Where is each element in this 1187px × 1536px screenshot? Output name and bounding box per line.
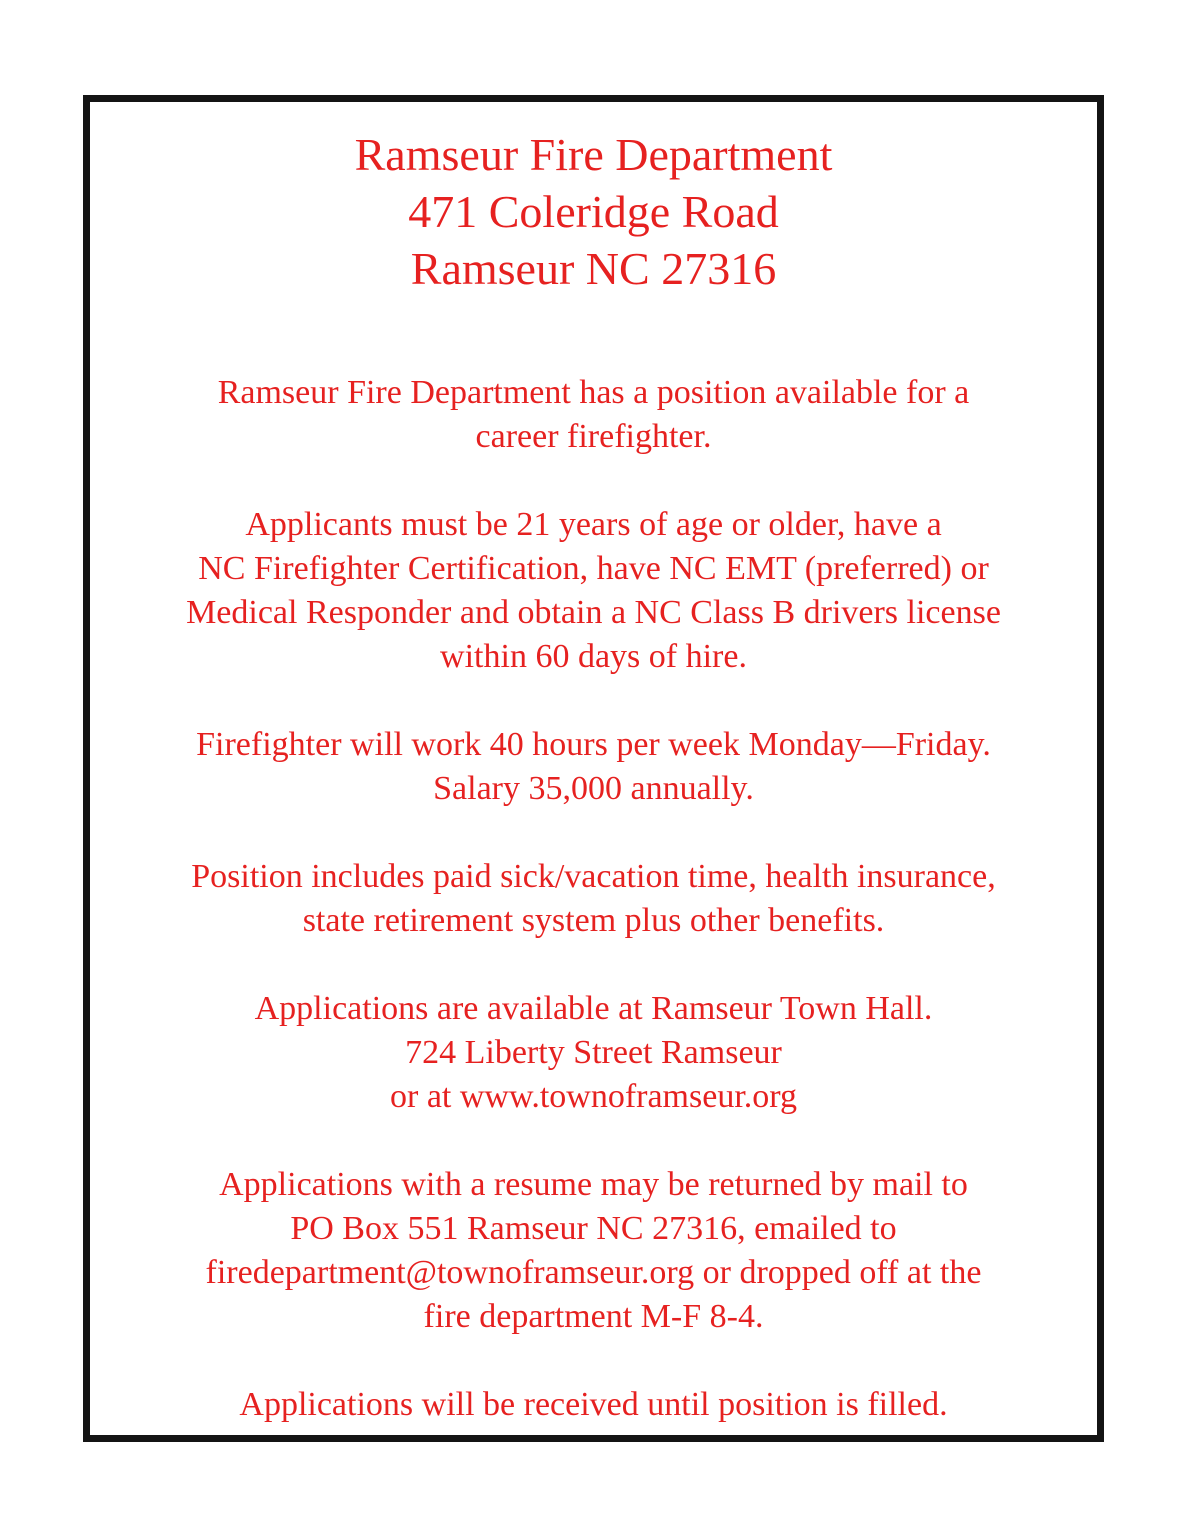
poster-title — [90, 126, 1097, 297]
text-line: within 60 days of hire. — [440, 638, 747, 675]
text-line: state retirement system plus other benefits. — [302, 902, 885, 939]
text-line: Salary 35,000 annually. — [433, 770, 754, 807]
text-line: career firefighter. — [475, 418, 712, 455]
text-line-website: or at www.townoframseur.org — [390, 1078, 797, 1115]
text-line: Applications will be received until position is filled. — [239, 1386, 948, 1423]
title-line-street: 471 Coleridge Road — [408, 186, 779, 237]
text-line: Ramseur Fire Department has a position available for a — [217, 374, 970, 411]
text-line: Applications with a resume may be returned by mail to — [219, 1166, 968, 1203]
text-line: Firefighter will work 40 hours per week Monday—Friday. — [196, 726, 991, 763]
paragraph-deadline — [90, 1383, 1097, 1427]
title-line-city: Ramseur NC 27316 — [410, 243, 777, 294]
paragraph-schedule-salary — [90, 723, 1097, 811]
text-line: Applicants must be 21 years of age or older, have a — [245, 506, 942, 543]
text-line: PO Box 551 Ramseur NC 27316, emailed to — [290, 1210, 897, 1247]
text-line: NC Firefighter Certification, have NC EMT (preferred) or — [198, 550, 989, 587]
text-line: Medical Responder and obtain a NC Class B drivers license — [186, 594, 1001, 631]
paragraph-benefits — [90, 855, 1097, 943]
paragraph-return-instructions — [90, 1163, 1097, 1339]
text-line: fire department M-F 8-4. — [423, 1298, 764, 1335]
paragraph-requirements — [90, 503, 1097, 679]
title-line-department: Ramseur Fire Department — [354, 129, 833, 180]
text-line: Position includes paid sick/vacation time, health insurance, — [191, 858, 996, 895]
paragraph-position-available — [90, 371, 1097, 459]
text-line: Applications are available at Ramseur Town Hall. — [254, 990, 933, 1027]
text-line: 724 Liberty Street Ramseur — [405, 1034, 782, 1071]
poster-border — [83, 95, 1104, 1442]
text-line-email: firedepartment@townoframseur.org or dropped off at the — [205, 1254, 982, 1291]
paragraph-application-locations — [90, 987, 1097, 1119]
